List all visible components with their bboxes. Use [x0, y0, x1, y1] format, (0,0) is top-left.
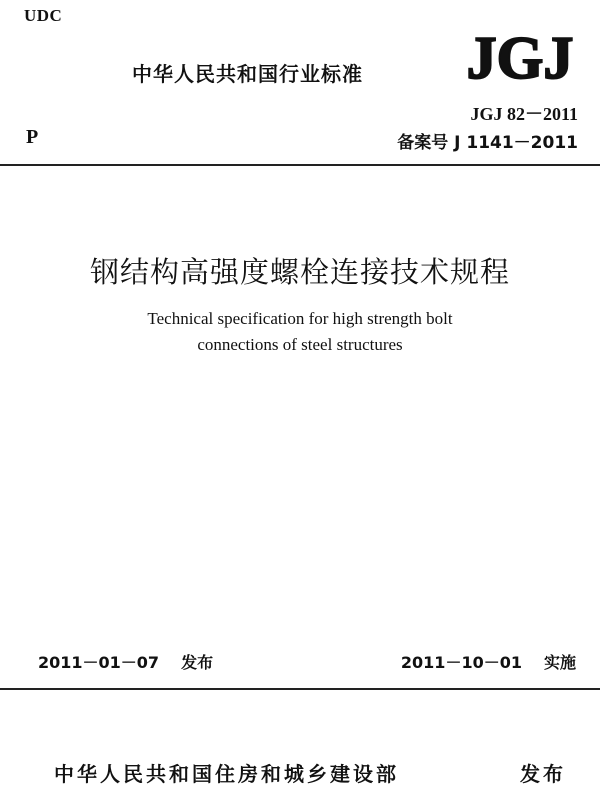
- category-code: P: [26, 126, 39, 148]
- effective-label: 实施: [543, 653, 576, 672]
- top-divider: [0, 164, 600, 166]
- title-english: [0, 306, 600, 358]
- title-chinese: 钢结构高强度螺栓连接技术规程: [89, 255, 510, 289]
- udc-label: UDC: [24, 6, 63, 25]
- title-english-line-1: Technical specification for high strength bolt: [147, 309, 453, 328]
- issuer-name: 中华人民共和国住房和城乡建设部: [54, 762, 399, 786]
- logo-text: JGJ: [466, 26, 574, 86]
- title-english-line-2: connections of steel structures: [197, 335, 403, 354]
- standard-org-title: 中华人民共和国行业标准: [132, 62, 363, 86]
- effective-date: 2011－10－01: [400, 653, 522, 672]
- record-number: 备案号 J 1141－2011: [397, 133, 578, 153]
- bottom-divider: [0, 688, 600, 690]
- issue-date-line: [38, 650, 213, 673]
- issuer-action: 发布: [520, 762, 566, 786]
- standard-number: JGJ 82－2011: [470, 104, 578, 124]
- issue-date: 2011－01－07: [38, 653, 160, 672]
- jgj-logo: [462, 26, 578, 86]
- issue-label: 发布: [181, 653, 214, 672]
- effective-date-line: [401, 650, 576, 673]
